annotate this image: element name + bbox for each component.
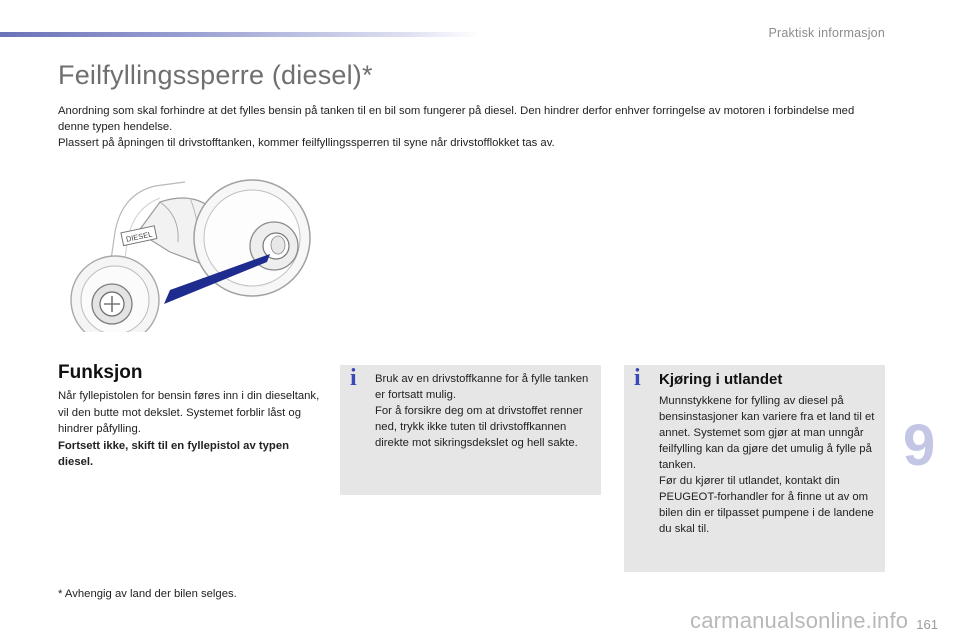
info-box-1-paragraph-2: For å forsikre deg om at drivstoffet renner ned, trykk ikke tuten til drivstoffkannen direkte mot sikringsdekslet og hell sakte. (375, 405, 583, 449)
info-box-2-paragraph-1: Munnstykkene for fylling av diesel på bensinstasjoner kan variere fra et land til et annet. Systemet som gjør at man unngår feilfylling kan da gjøre det umulig å fylle på tanken. (659, 395, 875, 471)
section-name: Praktisk informasjon (768, 26, 885, 40)
diesel-label: DIESEL (125, 229, 154, 244)
funksjon-warning: Fortsett ikke, skift til en fyllepistol av typen diesel. (58, 439, 290, 468)
info-box-drivstoffkanne (340, 365, 601, 495)
page-title: Feilfyllingssperre (diesel)* (58, 60, 373, 90)
watermark: carmanualsonline.info (690, 608, 909, 633)
page-number: 161 (916, 617, 938, 632)
info-box-1-text (375, 371, 590, 451)
intro-paragraph-2: Plassert på åpningen til drivstofftanken, kommer feilfyllingssperren til syne når drivstofflokket tas av. (58, 137, 555, 149)
info-box-2-title: Kjøring i utlandet (659, 371, 783, 388)
info-icon: i (634, 365, 641, 391)
info-icon: i (350, 365, 357, 391)
info-box-2-paragraph-2: Før du kjører til utlandet, kontakt din PEUGEOT-forhandler for å finne ut av om bilen din er tilpasset pumpene i de landene du skal til. (659, 475, 874, 535)
info-box-utlandet (624, 365, 885, 572)
funksjon-text: Når fyllepistolen for bensin føres inn i din dieseltank, vil den butte mot dekslet. Systemet forblir låst og hindrer påfylling. (58, 390, 320, 435)
footnote: * Avhengig av land der bilen selges. (58, 588, 237, 600)
header-rule (0, 32, 480, 37)
intro-paragraph-1: Anordning som skal forhindre at det fylles bensin på tanken til en bil som fungerer på diesel. Den hindrer derfor enhver forringelse av motoren i forbindelse med denne typen hendelse. (58, 105, 855, 133)
chapter-number: 9 (903, 413, 936, 478)
intro-text (58, 103, 858, 151)
fuel-filler-illustration (60, 172, 320, 332)
funksjon-heading: Funksjon (58, 362, 143, 383)
info-box-2-text (659, 393, 879, 537)
info-box-1-paragraph-1: Bruk av en drivstoffkanne for å fylle tanken er fortsatt mulig. (375, 373, 589, 401)
funksjon-body (58, 388, 320, 471)
